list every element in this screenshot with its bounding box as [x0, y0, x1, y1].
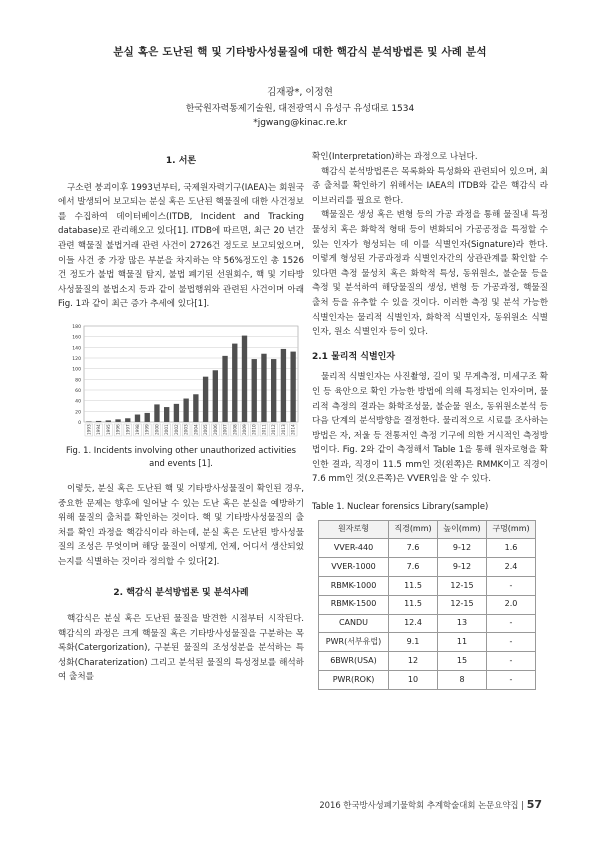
table-cell: 1.6	[486, 539, 535, 558]
page-number: 57	[526, 798, 542, 811]
bar	[213, 370, 218, 422]
paragraph: 핵감식 분석방법론은 목록화와 특성화와 관련되어 있으며, 최종 출처를 확인하기 위해서는 IAEA의 ITDB와 같은 핵감식 라이브러리를 필요로 한다.	[312, 166, 548, 206]
table-header-cell: 원자로형	[319, 520, 389, 539]
x-tick-label: 2013	[280, 424, 286, 435]
bar	[96, 421, 101, 422]
bar	[252, 359, 257, 422]
table-cell: -	[486, 577, 535, 596]
table-cell: 11.5	[389, 595, 438, 614]
bar	[164, 407, 169, 422]
bar	[281, 349, 286, 422]
y-tick-label: 60	[75, 388, 81, 394]
table-cell: 12-15	[438, 577, 487, 596]
bar	[125, 418, 130, 422]
x-tick-label: 2008	[232, 424, 238, 435]
y-tick-label: 140	[72, 346, 81, 352]
table-cell: 7.6	[389, 539, 438, 558]
x-tick-label: 2002	[173, 424, 179, 435]
table-row	[319, 577, 536, 596]
x-tick-label: 1995	[105, 424, 111, 435]
x-tick-label: 1998	[135, 424, 140, 435]
table-cell: VVER-440	[319, 539, 389, 558]
table-cell: 2.0	[486, 595, 535, 614]
y-tick-label: 180	[72, 324, 81, 330]
x-tick-label: 2011	[261, 424, 267, 435]
figure-caption: Fig. 1. Incidents involving other unauthorized activities and events [1].	[65, 444, 297, 468]
y-tick-label: 120	[72, 356, 81, 362]
table-cell: 15	[438, 652, 487, 671]
table-cell: 12-15	[438, 595, 487, 614]
bar	[232, 344, 237, 422]
table-cell: PWR(서부유럽)	[319, 633, 389, 652]
table-cell: 12.4	[389, 614, 438, 633]
table-caption: Table 1. Nuclear forensics Library(sample)	[312, 501, 489, 512]
y-tick-label: 160	[72, 335, 81, 341]
right-column	[312, 150, 548, 690]
y-tick-label: 40	[75, 399, 81, 405]
left-column	[58, 150, 304, 685]
section-heading-methods: 2. 핵감식 분석방법론 및 분석사례	[113, 587, 249, 598]
footer-text: 2016 한국방사성폐기물학회 추계학술대회 논문요약집	[319, 800, 519, 810]
table-header-row	[319, 520, 536, 539]
page-footer	[319, 798, 542, 811]
x-tick-label: 2004	[193, 424, 199, 435]
table-cell: 6BWR(USA)	[319, 652, 389, 671]
y-tick-label: 20	[75, 410, 81, 416]
table-cell: -	[486, 671, 535, 690]
y-tick-label: 80	[75, 378, 81, 384]
paper-title: 분실 혹은 도난된 핵 및 기타방사성물질에 대한 핵감식 분석방법론 및 사례 분석	[113, 46, 487, 58]
table-cell: 9-12	[438, 558, 487, 577]
table-cell: 13	[438, 614, 487, 633]
y-tick-label: 100	[72, 367, 81, 373]
affiliation: 한국원자력통제기술원, 대전광역시 유성구 유성대로 1534	[185, 104, 415, 114]
paragraph: 핵감식은 분실 혹은 도난된 물질을 발견한 시점부터 시작된다. 핵감식의 과정은 크게 핵물질 혹은 기타방사성물질을 구분하는 목록화(Catergorization), 구분된 물질의 조성성분을 분석하는 특성화(Charaterization) 그리고 분석된 물질의 특성정보를 해석하여 출처를	[58, 614, 304, 683]
table-cell: 9-12	[438, 539, 487, 558]
table-row	[319, 652, 536, 671]
x-tick-label: 2003	[183, 424, 189, 435]
section-heading-introduction: 1. 서론	[165, 156, 197, 166]
table-cell: RBMK-1000	[319, 577, 389, 596]
table-row	[319, 671, 536, 690]
paragraph: 구소련 붕괴이후 1993년부터, 국제원자력기구(IAEA)는 회원국에서 발생되어 보고되는 분실 혹은 도난된 핵물질에 대한 사건정보를 수집하여 데이터베이스(ITDB, Incident and Tracking database)로 관리해오고 있다[1]. ITDB에 따르면, 최근 20 년간 관련 핵물질 불법거래 관련 사건이 2726건 정도로 보고되었으며, 이들 사건 중 가장 많은 부분을 차지하는 약 56%정도인 총 1526건 정도가 불법 핵물질 탐지, 불법 폐기된 선원회수, 핵 및 기타방사성물질의 불법소지 등과 같이 불법행위와 관련된 사건이며 아래 Fig. 1과 같이 최근 증가 추세에 있다[1].	[58, 182, 304, 310]
author-email: *jgwang@kinac.re.kr	[253, 118, 347, 128]
bar	[86, 421, 91, 422]
table-row	[319, 595, 536, 614]
x-tick-label: 1993	[86, 424, 92, 435]
paragraph: 물리적 식별인자는 사진촬영, 길이 및 무게측정, 미세구조 확인 등 육안으로 확인 가능한 방법에 의해 특정되는 인자이며, 물리적 측정의 결과는 화학조성물, 불순물 원소, 동위원소분석 등 다음 단계의 분석방향을 결정한다. 물리적으로 시료를 조사하는 방법은 자, 저울 등 전통저인 측정 기구에 의한 거시적인 측정방법이다. Fig. 2와 같이 측정해서 Table 1을 통해 원자로형을 확인한 결과, 직경이 11.5 mm인 것(왼쪽)은 RMMK이고 직경이 7.6 mm인 것(오른쪽)은 VVER임을 알 수 있다.	[312, 372, 548, 485]
table-cell: 2.4	[486, 558, 535, 577]
authors: 김재광*, 이정현	[267, 87, 333, 98]
y-tick-label: 0	[78, 420, 81, 426]
subsection-heading-physical: 2.1 물리적 식별인자	[312, 351, 396, 362]
bar	[271, 359, 276, 422]
table-cell: 8	[438, 671, 487, 690]
table-cell: 11.5	[389, 577, 438, 596]
table-cell: 11	[438, 633, 487, 652]
table-row	[319, 558, 536, 577]
paragraph: 이렇듯, 분실 혹은 도난된 핵 및 기타방사성물질이 확인된 경우, 중요한 문제는 향후에 일어날 수 있는 도난 혹은 분실을 예방하기 위해 물질의 출처를 확인하는 것이다. 핵 및 기타방사성물질의 출처를 확인 과정을 핵감식이라 하는데, 분실 혹은 도난된 방사성물질의 조성은 무엇이며 해당 물질이 어떻게, 언제, 어디서 생산되었는지를 식별하는 것이라 정의할 수 있다[2].	[58, 483, 304, 567]
x-tick-label: 2001	[164, 424, 170, 435]
table-cell: -	[486, 633, 535, 652]
footer-separator: |	[521, 800, 527, 810]
bar	[154, 404, 159, 422]
x-tick-label: 2009	[242, 424, 247, 435]
bar	[222, 356, 227, 422]
table-cell: -	[486, 652, 535, 671]
bar	[115, 419, 120, 422]
table-row	[319, 633, 536, 652]
x-tick-label: 2012	[271, 424, 277, 435]
bar	[290, 352, 295, 422]
table-cell: RBMK-1500	[319, 595, 389, 614]
bar	[242, 336, 247, 422]
table-row	[319, 614, 536, 633]
x-tick-label: 1997	[125, 424, 131, 435]
x-tick-label: 1999	[144, 424, 150, 435]
x-tick-label: 2000	[154, 424, 160, 435]
table-header-cell: 직경(mm)	[389, 520, 438, 539]
bar	[261, 354, 266, 422]
table-cell: -	[486, 614, 535, 633]
x-tick-label: 2007	[222, 424, 228, 435]
table-cell: PWR(ROK)	[319, 671, 389, 690]
table-header-cell: 높이(mm)	[438, 520, 487, 539]
bar	[183, 398, 188, 421]
paragraph: 핵물질은 생성 혹은 변형 등의 가공 과정을 통해 물질내 특정 물성치 혹은 화학적 형태 등이 변화되어 가공공정을 특정할 수 있는 인자가 형성되는 데 이를 식별인자(Signature)라 한다. 이렇게 형성된 가공과정과 식별인자간의 상관관계를 확인할 수 있다면 측정 물성치 혹은 화학적 특성, 동위원소, 불순물 등을 측정 및 분석하여 해당물질의 생성, 변형 등 가공과정, 핵물질 출처 등을 유추할 수 있을 것이다. 이러한 측정 및 분석 가능한 식별인자는 물리적 식별인자, 화학적 식별인자, 동위원소 식별인자, 원소 식별인자 등이 있다.	[312, 210, 548, 338]
table-cell: CANDU	[319, 614, 389, 633]
table-cell: 12	[389, 652, 438, 671]
x-tick-label: 1994	[96, 424, 102, 435]
bar-chart	[58, 322, 304, 440]
table-cell: 9.1	[389, 633, 438, 652]
table-cell: VVER-1000	[319, 558, 389, 577]
table-cell: 7.6	[389, 558, 438, 577]
figure-incidents-chart	[58, 322, 304, 440]
table-header-cell: 구멍(mm)	[486, 520, 535, 539]
bar	[106, 420, 111, 422]
x-tick-label: 2014	[290, 424, 296, 435]
table-cell: 10	[389, 671, 438, 690]
x-tick-label: 2005	[203, 424, 209, 435]
x-tick-label: 2006	[212, 424, 218, 435]
x-tick-label: 2010	[251, 424, 257, 435]
bar	[145, 413, 150, 422]
x-tick-label: 1996	[115, 424, 121, 435]
bar	[174, 404, 179, 422]
table-row	[319, 539, 536, 558]
bar	[203, 377, 208, 422]
bar	[135, 414, 140, 421]
paragraph: 확인(Interpretation)하는 과정으로 나뉜다.	[312, 152, 478, 162]
forensics-library-table	[318, 520, 536, 690]
bar	[193, 394, 198, 422]
